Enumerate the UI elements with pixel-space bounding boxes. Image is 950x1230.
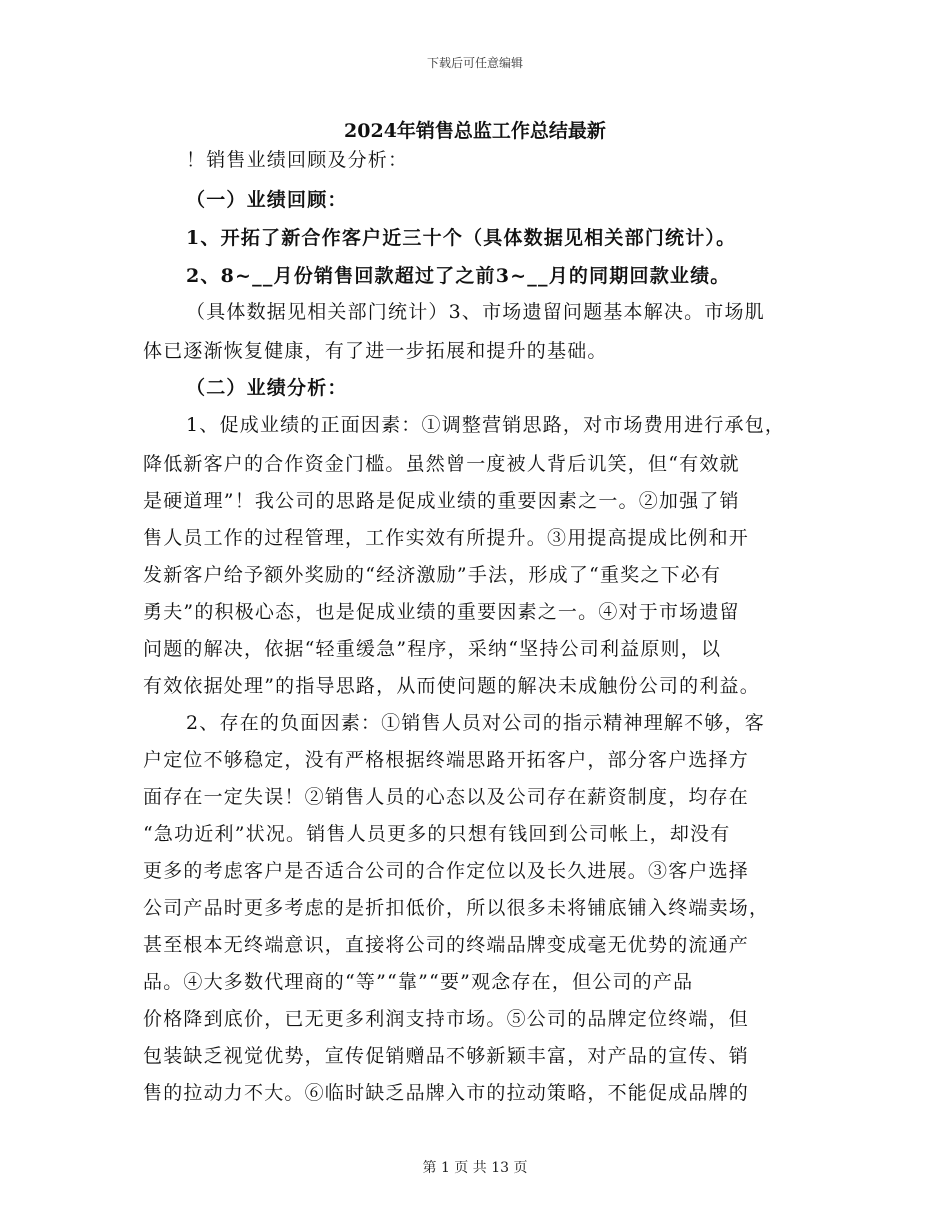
- body-line: 品。④大多数代理商的“等”“靠”“要”观念存在，但公司的产品: [143, 971, 694, 993]
- body-line: （具体数据见相关部门统计）3、市场遗留问题基本解决。市场肌: [186, 301, 765, 323]
- body-line: 是硬道理”！我公司的思路是促成业绩的重要因素之一。②加强了销: [143, 490, 740, 512]
- body-line: 户定位不够稳定，没有严格根据终端思路开拓客户，部分客户选择方: [143, 749, 750, 771]
- document-title: 2024年销售总监工作总结最新: [344, 120, 606, 142]
- body-line: 甚至根本无终端意识，直接将公司的终端品牌变成毫无优势的流通产: [143, 934, 750, 956]
- body-line: 面存在一定失误！②销售人员的心态以及公司存在薪资制度，均存在: [143, 786, 750, 808]
- page-footer: 第 1 页 共 13 页: [422, 1160, 528, 1176]
- body-line: 包装缺乏视觉优势，宣传促销赠品不够新颖丰富，对产品的宣传、销: [143, 1045, 750, 1067]
- header-note: 下载后可任意编辑: [426, 56, 523, 70]
- section-heading: （一）业绩回顾：: [186, 189, 348, 211]
- body-line: 售人员工作的过程管理，工作实效有所提升。③用提高提成比例和开: [143, 527, 750, 549]
- body-line: 2、存在的负面因素：①销售人员对公司的指示精神理解不够，客: [186, 712, 765, 734]
- section-heading: （二）业绩分析：: [186, 377, 348, 399]
- body-line: 售的拉动力不大。⑥临时缺乏品牌入市的拉动策略，不能促成品牌的: [143, 1082, 750, 1104]
- body-line: ！销售业绩回顾及分析：: [186, 149, 409, 171]
- body-line: 1、促成业绩的正面因素：①调整营销思路，对市场费用进行承包，: [186, 414, 786, 436]
- body-line: 价格降到底价，已无更多利润支持市场。⑤公司的品牌定位终端，但: [143, 1008, 750, 1030]
- body-line: 2、8~__月份销售回款超过了之前3~__月的同期回款业绩。: [186, 265, 731, 287]
- body-line: 勇夫”的积极心态，也是促成业绩的重要因素之一。④对于市场遗留: [143, 601, 740, 623]
- body-line: 问题的解决，依据“轻重缓急”程序，采纳“坚持公司利益原则，以: [143, 638, 722, 660]
- body-line: 降低新客户的合作资金门槛。虽然曾一度被人背后讥笑，但“有效就: [143, 453, 740, 475]
- body-line: 体已逐渐恢复健康，有了进一步拓展和提升的基础。: [143, 340, 608, 362]
- body-line: 有效依据处理”的指导思路，从而使问题的解决未成触份公司的利益。: [143, 675, 760, 697]
- body-line: 更多的考虑客户是否适合公司的合作定位以及长久进展。③客户选择: [143, 860, 750, 882]
- body-line: 公司产品时更多考虑的是折扣低价，所以很多未将铺底铺入终端卖场，: [143, 897, 770, 919]
- body-line: 发新客户给予额外奖励的“经济激励”手法，形成了“重奖之下必有: [143, 564, 722, 586]
- body-line: “急功近利”状况。销售人员更多的只想有钱回到公司帐上，却没有: [143, 823, 731, 845]
- body-line: 1、开拓了新合作客户近三十个（具体数据见相关部门统计）。: [186, 227, 737, 249]
